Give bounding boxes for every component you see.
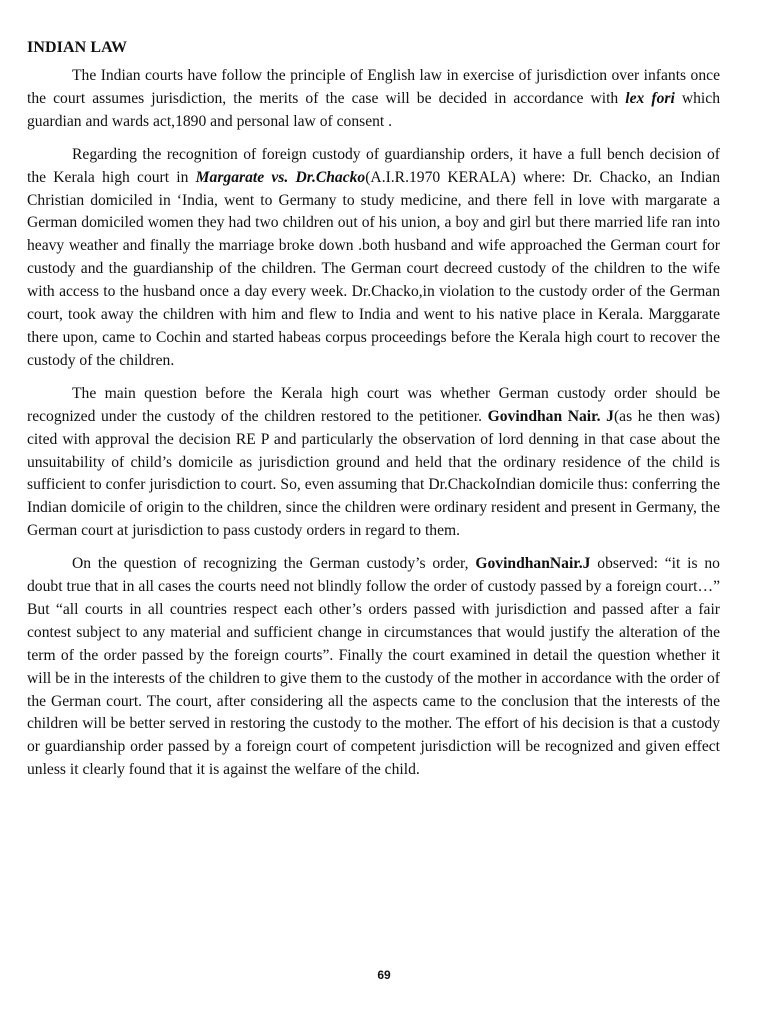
paragraph-text: On the question of recognizing the German custody’s order, bbox=[72, 555, 476, 573]
paragraph-text: which guardian and wards act,1890 and personal law of consent . bbox=[27, 89, 720, 130]
document-page bbox=[27, 38, 720, 792]
body-text bbox=[27, 65, 720, 782]
emphasized-text: lex fori bbox=[625, 89, 675, 107]
paragraph-text: observed: “it is no doubt true that in all cases the courts need not blindly follow the order of custody passed by a foreign court…” But “all courts in all countries respect each other’s orders passed with jurisdiction and passed after a fair contest subject to any material and sufficient change in circumstances that would justify the alteration of the term of the order passed by the foreign courts”. Finally the court examined in detail the question whether it will be in the interests of the children to give them to the custody of the mother in accordance with the order of the German court. The court, after considering all the aspects came to the conclusion that the interests of the children will be better served in restoring the custody to the mother. The effort of his decision is that a custody or guardianship order passed by a foreign court of competent jurisdiction will be recognized and given effect unless it clearly found that it is against the welfare of the child. bbox=[27, 555, 720, 779]
section-heading: INDIAN LAW bbox=[27, 39, 128, 56]
paragraph-text: The Indian courts have follow the principle of English law in exercise of jurisdiction over infants once the court assumes jurisdiction, the merits of the case will be decided in accordance with bbox=[27, 67, 720, 107]
paragraph bbox=[27, 65, 720, 134]
emphasized-text: GovindhanNair.J bbox=[475, 555, 591, 573]
paragraph bbox=[27, 144, 720, 373]
paragraph bbox=[27, 553, 720, 782]
paragraph-text: Regarding the recognition of foreign custody of guardianship orders, it have a full bench decision of the Kerala high court in bbox=[27, 145, 720, 186]
page-number: 69 bbox=[377, 968, 391, 982]
paragraph bbox=[27, 383, 720, 543]
emphasized-text: Govindhan Nair. J bbox=[487, 407, 614, 425]
paragraph-text: (A.I.R.1970 KERALA) where: Dr. Chacko, an Indian Christian domiciled in ‘India, went to Germany to study medicine, and there fell in love with margarate a German domiciled women they had two children out of his union, a boy and girl but there married life ran into heavy weather and finally the marriage broke down .both husband and wife approached the German court for custody and the guardianship of the children. The German court decreed custody of the children to the wife with access to the husband once a day every week. Dr.Chacko,in violation to the custody order of the German court, took away the children with him and flew to India and went to his native place in Kerala. Marggarate there upon, came to Cochin and started habeas corpus proceedings before the Kerala high court to recover the custody of the children. bbox=[27, 168, 720, 369]
emphasized-text: Margarate vs. Dr.Chacko bbox=[195, 168, 366, 186]
paragraph-text: (as he then was) cited with approval the decision RE P and particularly the observation of lord denning in that case about the unsuitability of child’s domicile as jurisdiction ground and held that the ordinary residence of the child is sufficient to confer jurisdiction to court. So, even assuming that Dr.ChackoIndian domicile thus: conferring the Indian domicile of origin to the children, since the children were ordinary resident and present in Germany, the German court at jurisdiction to pass custody orders in regard to them. bbox=[27, 407, 720, 540]
paragraph-text: The main question before the Kerala high court was whether German custody order should be recognized under the custody of the children restored to the petitioner. bbox=[27, 384, 720, 425]
